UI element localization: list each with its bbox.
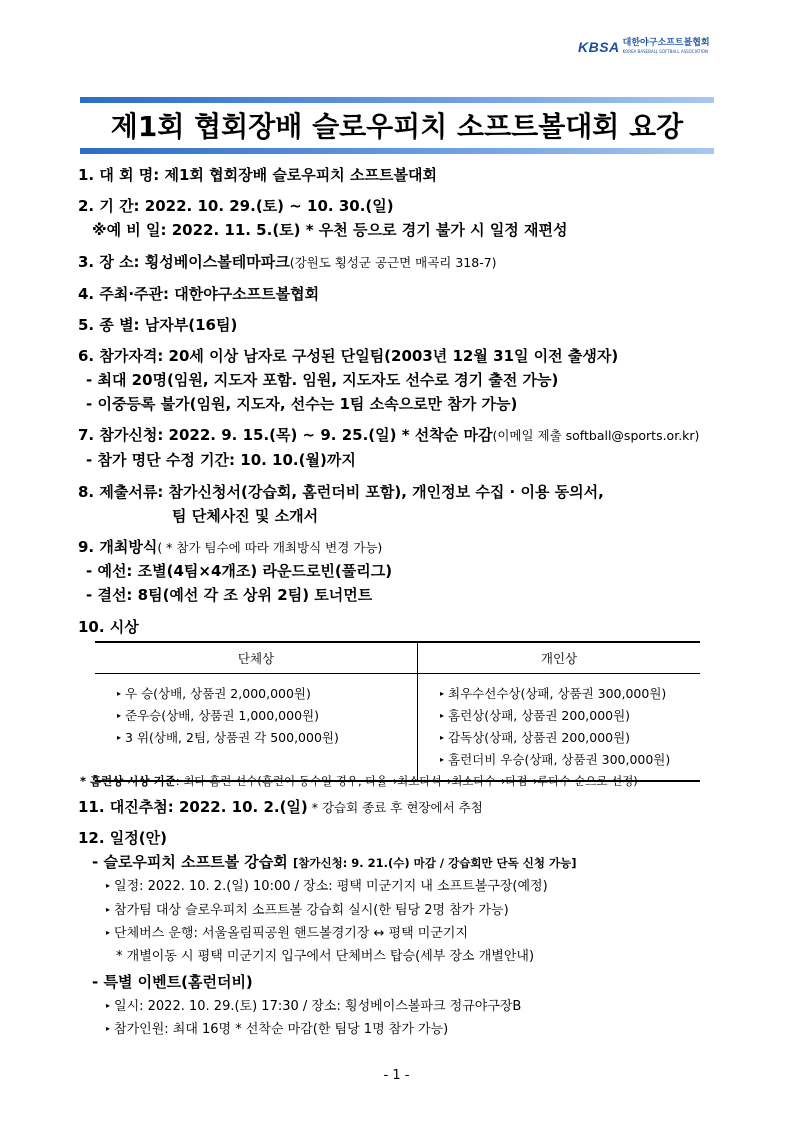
division: 5. 종 별: 남자부(16팀) [78, 316, 238, 334]
individual-award-item: ▸ 홈런상(상패, 상품권 200,000원) [440, 708, 631, 723]
format-prelim: - 예선: 조별(4팀×4개조) 라운드로빈(풀리그) [86, 562, 393, 580]
format: 9. 개최방식( * 참가 팀수에 따라 개최방식 변경 가능) [78, 538, 383, 556]
roster-edit: - 참가 명단 수정 기간: 10. 10.(월)까지 [86, 451, 356, 469]
event-heading: - 특별 이벤트(홈런더비) [92, 973, 253, 991]
homerun-criteria: * 홈런상 시상 기준: 최다 홈런 선수(홈런이 동수일 경우, 타율→최소타석→최소타수→타점→루타수 순으로 선정) [80, 774, 638, 788]
reserve-date: ※예 비 일: 2022. 11. 5.(토) * 우천 등으로 경기 불가 시 일정 재편성 [92, 221, 568, 239]
team-award-item: ▸ 준우승(상배, 상품권 1,000,000원) [117, 708, 319, 723]
organizer: 4. 주최·주관: 대한야구소프트볼협회 [78, 285, 320, 303]
format-final: - 결선: 8팀(예선 각 조 상위 2팀) 토너먼트 [86, 586, 373, 604]
clinic-item: ▸ 일정: 2022. 10. 2.(일) 10:00 / 장소: 평택 미군기지 내 소프트볼구장(예정) [106, 879, 548, 894]
eligibility: 6. 참가자격: 20세 이상 남자로 구성된 단일팀(2003년 12월 31일 이전 출생자) [78, 347, 619, 365]
logo-org-name: 대한야구소프트볼협회 [622, 38, 710, 48]
draw-date: 11. 대진추첨: 2022. 10. 2.(일) * 강습회 종료 후 현장에서 추첨 [78, 798, 483, 816]
clinic-note: [참가신청: 9. 21.(수) 마감 / 강습회만 단독 신청 가능] [293, 856, 577, 870]
format-note: ( * 참가 팀수에 따라 개최방식 변경 가능) [157, 540, 383, 555]
awards-table [95, 641, 700, 782]
kbsa-logo [578, 38, 710, 55]
schedule-heading: 12. 일정(안) [78, 829, 167, 847]
title-bar-bottom [80, 148, 714, 154]
clinic-item: ▸ 참가팀 대상 슬로우피치 소프트볼 강습회 실시(한 팀당 2명 참가 가능) [106, 903, 509, 918]
documents: 8. 제출서류: 참가신청서(강습회, 홈런더비 포함), 개인정보 수집 · 이용 동의서, [78, 483, 604, 501]
individual-award-item: ▸ 최우수선수상(상패, 상품권 300,000원) [440, 686, 667, 701]
event-item: ▸ 참가인원: 최대 16명 * 선착순 마감(한 팀당 1명 참가 가능) [106, 1022, 449, 1037]
clinic-item: ▸ 단체버스 운행: 서울올림픽공원 핸드볼경기장 ↔ 평택 미군기지 [106, 926, 469, 941]
eligibility-double: - 이중등록 불가(임원, 지도자, 선수는 1팀 소속으로만 참가 가능) [86, 395, 518, 413]
event-period: 2. 기 간: 2022. 10. 29.(토) ~ 10. 30.(일) [78, 197, 394, 215]
clinic-heading: - 슬로우피치 소프트볼 강습회 [참가신청: 9. 21.(수) 마감 / 강습회만 단독 신청 가능] [92, 853, 577, 871]
eligibility-max: - 최대 20명(임원, 지도자 포함. 임원, 지도자도 선수로 경기 출전 가능) [86, 371, 559, 389]
team-awards-cell [95, 674, 418, 782]
application-email: (이메일 제출 softball@sports.or.kr) [492, 428, 700, 443]
documents-cont: 팀 단체사진 및 소개서 [172, 507, 319, 525]
logo-mark: KBSA [578, 38, 620, 55]
title-bar-top [80, 97, 714, 103]
team-awards-header: 단체상 [95, 642, 418, 674]
awards-heading: 10. 시상 [78, 618, 139, 636]
event-item: ▸ 일시: 2022. 10. 29.(토) 17:30 / 장소: 횡성베이스볼파크 정규야구장B [106, 999, 522, 1014]
draw-note: * 강습회 종료 후 현장에서 추첨 [307, 800, 483, 815]
page-number: - 1 - [383, 1068, 410, 1083]
application: 7. 참가신청: 2022. 9. 15.(목) ~ 9. 25.(일) * 선착순 마감(이메일 제출 softball@sports.or.kr) [78, 426, 700, 444]
team-award-item: ▸ 3 위(상배, 2팀, 상품권 각 500,000원) [117, 730, 339, 745]
logo-org-english: KOREA BASEBALL SOFTBALL ASSOCIATION [622, 49, 708, 54]
individual-award-item: ▸ 홈런더비 우승(상패, 상품권 300,000원) [440, 752, 671, 767]
individual-awards-cell [418, 674, 701, 782]
venue-address: (강원도 횡성군 공근면 매곡리 318-7) [289, 255, 497, 270]
team-award-item: ▸ 우 승(상배, 상품권 2,000,000원) [117, 686, 311, 701]
individual-award-item: ▸ 감독상(상패, 상품권 200,000원) [440, 730, 631, 745]
individual-awards-header: 개인상 [418, 642, 701, 674]
clinic-note-bus: * 개별이동 시 평택 미군기지 입구에서 단체버스 탑승(세부 장소 개별안내) [116, 949, 535, 964]
venue: 3. 장 소: 횡성베이스볼테마파크(강원도 횡성군 공근면 매곡리 318-7) [78, 253, 497, 271]
event-name: 1. 대 회 명: 제1회 협회장배 슬로우피치 소프트볼대회 [78, 166, 437, 184]
page-title: 제1회 협회장배 슬로우피치 소프트볼대회 요강 [110, 110, 684, 143]
